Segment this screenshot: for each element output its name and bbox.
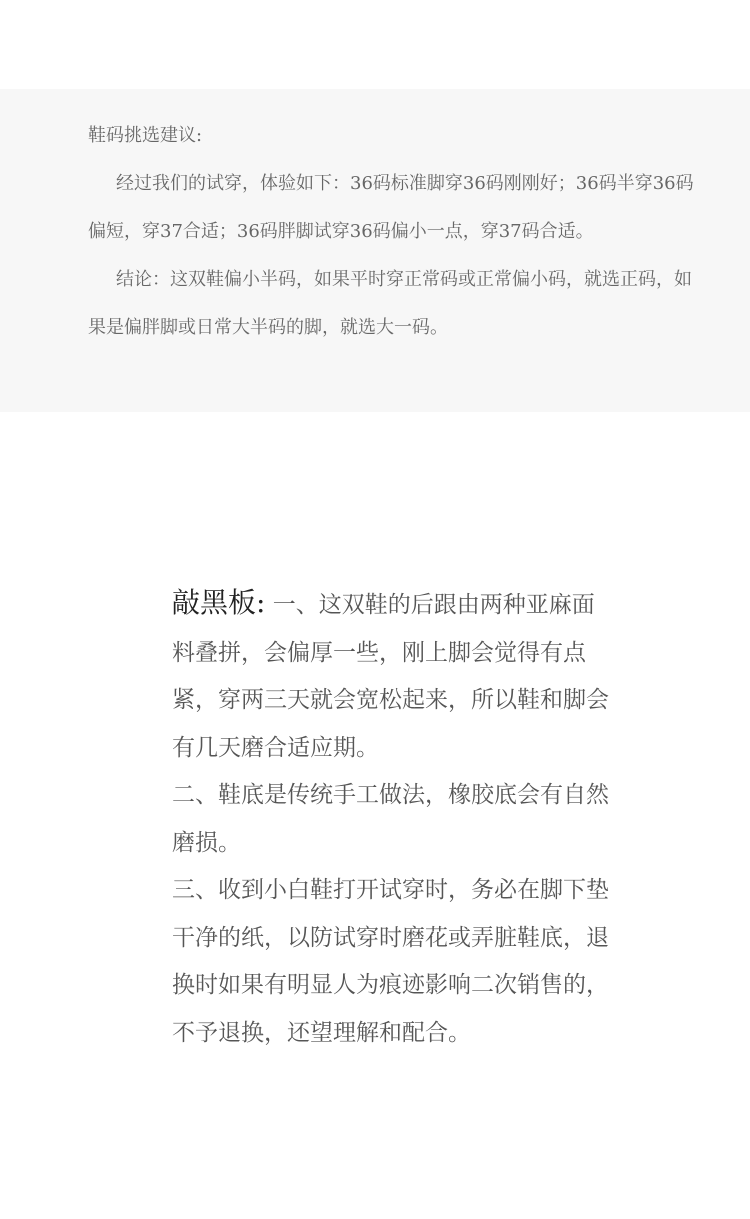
notice-point-1-paragraph bbox=[172, 579, 617, 772]
notice-point-2: 二、鞋底是传统手工做法，橡胶底会有自然磨损。 bbox=[172, 782, 609, 856]
size-advice-conclusion: 结论：这双鞋偏小半码，如果平时穿正常码或正常偏小码，就选正码，如果是偏胖脚或日常大半码的脚，就选大一码。 bbox=[88, 269, 692, 338]
notice-heading: 敲黑板: bbox=[172, 586, 266, 619]
size-advice-experience: 经过我们的试穿，体验如下：36码标准脚穿36码刚刚好；36码半穿36码偏短，穿37合适；36码胖脚试穿36码偏小一点，穿37码合适。 bbox=[88, 173, 694, 242]
notice-point-3: 三、收到小白鞋打开试穿时，务必在脚下垫干净的纸，以防试穿时磨花或弄脏鞋底，退换时如果有明显人为痕迹影响二次销售的，不予退换，还望理解和配合。 bbox=[172, 877, 609, 1046]
size-advice-title: 鞋码挑选建议: bbox=[88, 125, 203, 146]
notice-point-1: 一、这双鞋的后跟由两种亚麻面料叠拼，会偏厚一些，刚上脚会觉得有点紧，穿两三天就会宽松起来，所以鞋和脚会有几天磨合适应期。 bbox=[172, 592, 609, 761]
notice-section bbox=[172, 579, 617, 1057]
